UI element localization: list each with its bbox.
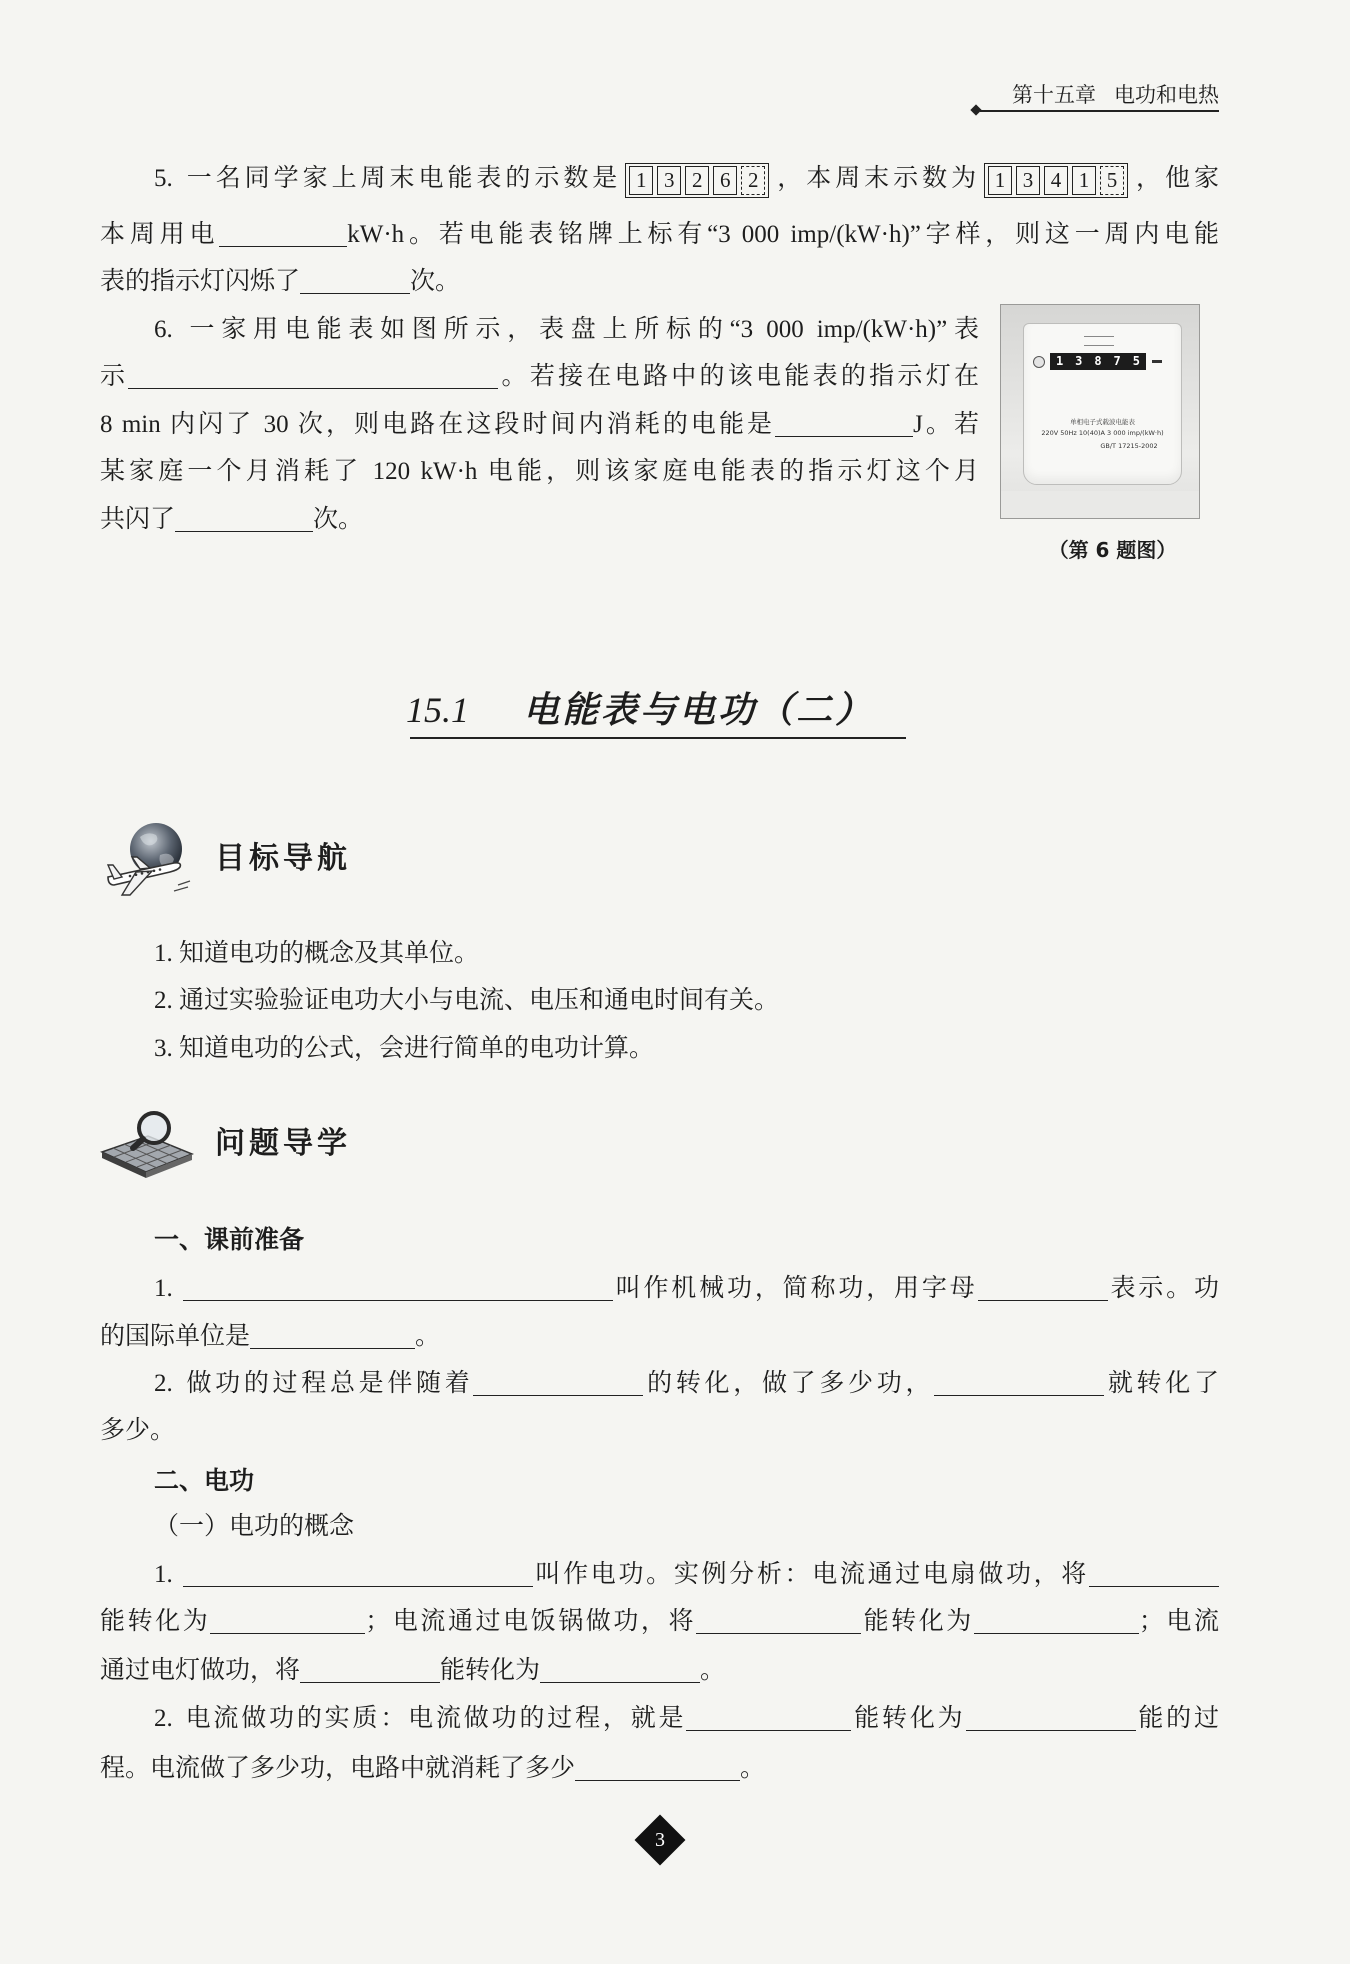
question-text: 能的过 — [1135, 1705, 1219, 1732]
goal-item: 3. 知道电功的公式，会进行简单的电功计算。 — [154, 1035, 655, 1062]
question-number: 1. — [154, 1561, 173, 1588]
meter-digit: 3 — [1075, 354, 1083, 368]
question-text: 能转化为 — [861, 1608, 974, 1635]
question-text: 能转化为 — [440, 1657, 541, 1684]
meter-indicator-light-icon — [1152, 360, 1162, 363]
question-text: 电流做功的实质：电流做功的过程，就是 — [182, 1705, 687, 1732]
meter-spec-label: 220V 50Hz 10(40)A 3 000 imp/(kW·h) — [1041, 429, 1164, 437]
work-q1-line-3 — [100, 1651, 1219, 1691]
q6-text: 。若接在电路中的该电能表的指示灯在 — [498, 363, 979, 390]
header-diamond-icon — [970, 104, 981, 115]
lesson-title-underline — [410, 737, 906, 739]
part-title-electric-work: 二、电功 — [154, 1466, 255, 1495]
question-number: 6. — [154, 316, 173, 343]
q6-line-3 — [100, 405, 979, 445]
q6-text: 8 min 内闪了 30 次，则电路在这段时间内消耗的电能是 — [100, 411, 776, 438]
question-text: 做功的过程总是伴随着 — [182, 1370, 474, 1397]
reading-digit: 1 — [1072, 166, 1096, 195]
q5-text: 一名同学家上周末电能表的示数是 — [182, 165, 622, 192]
work-q1-line-1 — [154, 1555, 1219, 1595]
page-number: 3 — [655, 1829, 665, 1851]
work-q2-line-1 — [154, 1699, 1219, 1739]
question-text: ；电流通过电饭锅做功，将 — [365, 1608, 697, 1635]
q6-text: J。若 — [913, 411, 979, 438]
q5-line-1 — [154, 159, 1219, 199]
q5-line-2 — [100, 215, 1219, 255]
question-text: 叫作机械功，简称功，用字母 — [612, 1275, 978, 1302]
header-rule — [980, 110, 1219, 112]
work-q2-line-2 — [100, 1749, 1219, 1789]
question-text: 能转化为 — [100, 1608, 211, 1635]
meter-standard-label: GB/T 17215-2002 — [1100, 442, 1158, 450]
meter-screw-icon — [1033, 356, 1045, 368]
answer-blank — [978, 1278, 1108, 1301]
question-text: 就转化了 — [1104, 1370, 1219, 1397]
q5-line-3 — [100, 262, 1219, 302]
meter-base — [1001, 491, 1199, 518]
q5-text: 表的指示灯闪烁了 — [100, 268, 301, 295]
answer-blank — [696, 1611, 861, 1634]
reading-decimal-digit: 2 — [741, 166, 765, 195]
chapter-number: 第十五章 — [1012, 83, 1096, 107]
answer-blank — [575, 1758, 740, 1781]
section-heading-goals: 目标导航 — [215, 841, 351, 876]
reading-digit: 3 — [1016, 166, 1040, 195]
meter-reading-last-weekend — [625, 163, 769, 198]
running-header — [990, 82, 1219, 108]
answer-blank — [934, 1373, 1104, 1396]
question-number: 2. — [154, 1370, 173, 1397]
part-title-preparation: 一、课前准备 — [154, 1225, 305, 1254]
chapter-title: 电功和电热 — [1114, 83, 1219, 107]
question-text: 。 — [740, 1755, 766, 1782]
section-heading-guide: 问题导学 — [215, 1126, 351, 1161]
answer-blank — [974, 1611, 1139, 1634]
reading-decimal-digit: 5 — [1100, 166, 1124, 195]
subsection-title: （一）电功的概念 — [154, 1513, 355, 1540]
q5-text: ，本周末示数为 — [773, 165, 981, 192]
reading-digit: 6 — [713, 166, 737, 195]
q5-text: ，他家 — [1132, 165, 1219, 192]
question-text: 能转化为 — [851, 1705, 966, 1732]
answer-blank — [175, 509, 313, 532]
question-text: 的转化，做了多少功， — [643, 1370, 935, 1397]
meter-digit: 8 — [1094, 354, 1102, 368]
question-text: 多少。 — [100, 1417, 176, 1444]
question-text: ；电流 — [1138, 1608, 1219, 1635]
answer-blank — [686, 1708, 851, 1731]
question-text: 的国际单位是 — [100, 1323, 251, 1350]
lesson-title — [406, 686, 906, 734]
prep-q2-line-1 — [154, 1364, 1219, 1404]
answer-blank — [473, 1373, 643, 1396]
meter-digit: 1 — [1055, 354, 1064, 368]
reading-digit: 3 — [657, 166, 681, 195]
question-number: 2. — [154, 1705, 173, 1732]
electric-meter-figure — [1000, 304, 1200, 519]
answer-blank — [128, 366, 498, 389]
meter-top-marks — [1084, 336, 1114, 346]
meter-digit: 7 — [1113, 354, 1121, 368]
question-text: 程。电流做了多少功，电路中就消耗了多少 — [100, 1755, 576, 1782]
globe-airplane-icon — [100, 819, 194, 900]
question-number: 1. — [154, 1275, 173, 1302]
reading-digit: 2 — [685, 166, 709, 195]
lesson-name: 电能表与电功（二） — [523, 689, 875, 731]
q6-text: 次。 — [313, 506, 364, 533]
q6-text: 共闪了 — [100, 506, 176, 533]
figure-caption: （第 6 题图） — [1048, 538, 1177, 562]
answer-blank — [300, 1660, 440, 1683]
answer-blank — [183, 1564, 533, 1587]
question-text: 叫作电功。实例分析：电流通过电扇做功，将 — [532, 1561, 1089, 1588]
answer-blank — [1089, 1564, 1219, 1587]
q6-text: 某家庭一个月消耗了 120 kW·h 电能，则该家庭电能表的指示灯这个月 — [100, 458, 979, 485]
meter-reading-this-weekend — [984, 163, 1128, 198]
work-q1-line-2 — [100, 1602, 1219, 1642]
question-number: 5. — [154, 165, 173, 192]
q6-text: 一家用电能表如图所示，表盘上所标的“3 000 imp/(kW·h)”表 — [182, 316, 979, 343]
q6-line-1 — [154, 310, 979, 350]
prep-q2-line-2 — [100, 1411, 1219, 1451]
q5-text: 次。 — [410, 268, 461, 295]
meter-digit: 5 — [1132, 354, 1140, 368]
q5-text: 本周用电 — [100, 221, 220, 248]
answer-blank — [966, 1708, 1136, 1731]
prep-q1-line-2 — [100, 1317, 1219, 1357]
question-text: 表示。功 — [1107, 1275, 1219, 1302]
goal-item: 2. 通过实验验证电功大小与电流、电压和通电时间有关。 — [154, 987, 780, 1014]
prep-q1-line-1 — [154, 1269, 1219, 1309]
q6-line-5 — [100, 500, 979, 540]
reading-digit: 1 — [629, 166, 653, 195]
question-text: 通过电灯做功，将 — [100, 1657, 301, 1684]
answer-blank — [250, 1326, 415, 1349]
q5-text: kW·h。若电能表铭牌上标有“3 000 imp/(kW·h)”字样，则这一周内电能 — [347, 221, 1219, 248]
answer-blank — [775, 414, 913, 437]
question-text: 。 — [700, 1657, 726, 1684]
reading-digit: 4 — [1044, 166, 1068, 195]
meter-type-label: 单相电子式载波电能表 — [1070, 418, 1135, 426]
answer-blank — [210, 1611, 365, 1634]
q6-line-2 — [100, 357, 979, 397]
question-text: 。 — [415, 1323, 441, 1350]
magnifier-icon — [100, 1106, 194, 1181]
answer-blank — [540, 1660, 700, 1683]
q6-text: 示 — [100, 363, 129, 390]
meter-face — [1023, 323, 1182, 485]
answer-blank — [219, 224, 347, 247]
reading-digit: 1 — [988, 166, 1012, 195]
answer-blank — [300, 271, 410, 294]
q6-line-4 — [100, 452, 979, 492]
lesson-number: 15.1 — [406, 690, 469, 730]
goal-item: 1. 知道电功的概念及其单位。 — [154, 940, 480, 967]
answer-blank — [183, 1278, 613, 1301]
meter-counter-display — [1050, 353, 1146, 370]
